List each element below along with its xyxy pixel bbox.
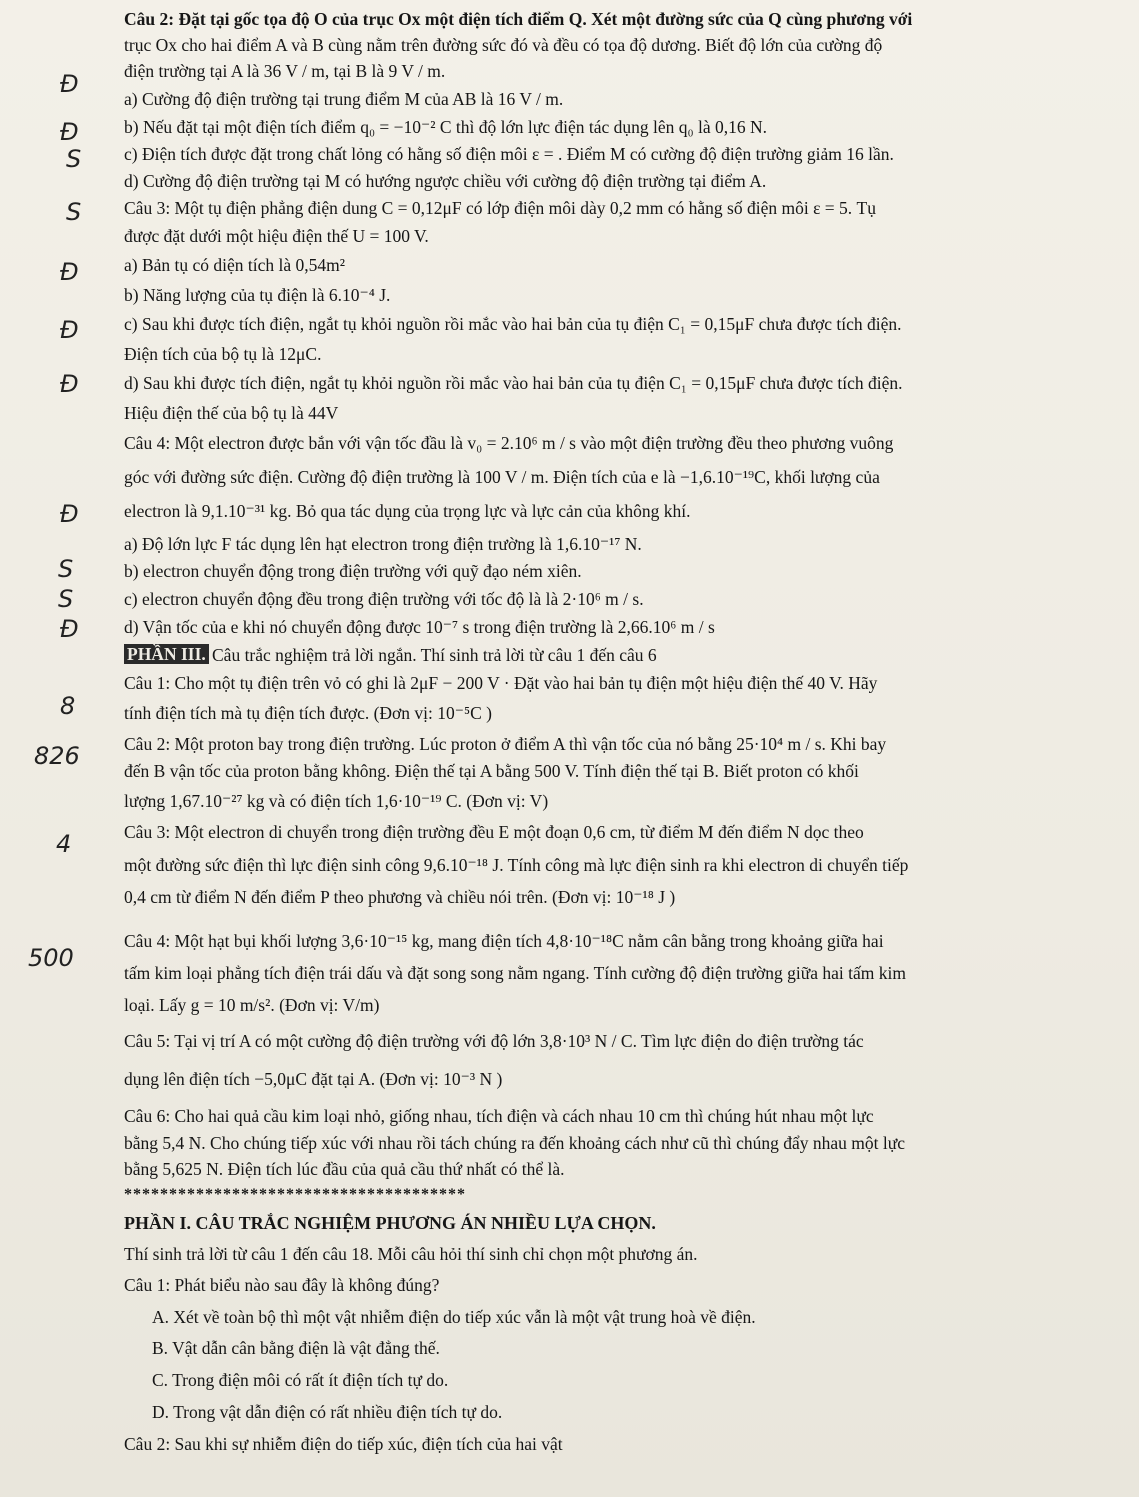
- margin-mark: 4: [56, 830, 72, 858]
- margin-mark: 826: [34, 742, 80, 770]
- text-line: a) Cường độ điện trường tại trung điểm M của AB là 16 V / m.: [124, 89, 564, 109]
- text-line: Câu 1: Cho một tụ điện trên vỏ có ghi là 2μF − 200 V · Đặt vào hai bản tụ điện một hiệu điện thế 40 V. Hãy: [124, 673, 878, 693]
- margin-mark: Đ: [60, 500, 79, 528]
- text-line: B. Vật dẫn cân bằng điện là vật đẳng thế.: [152, 1338, 440, 1358]
- text-line: 0,4 cm từ điểm N đến điểm P theo phương và chiều nói trên. (Đơn vị: 10⁻¹⁸ J ): [124, 887, 676, 907]
- margin-mark: Đ: [60, 316, 79, 344]
- margin-mark: Đ: [60, 370, 79, 398]
- text-line: A. Xét về toàn bộ thì một vật nhiễm điện do tiếp xúc vẫn là một vật trung hoà về điện.: [152, 1307, 756, 1327]
- text-line: c) electron chuyển động đều trong điện trường với tốc độ là là 2·10⁶ m / s.: [124, 589, 644, 609]
- text-line: được đặt dưới một hiệu điện thế U = 100 V.: [124, 226, 429, 246]
- text-line: b) electron chuyển động trong điện trường với quỹ đạo ném xiên.: [124, 561, 582, 581]
- margin-mark: Đ: [60, 615, 79, 643]
- text-line: lượng 1,67.10⁻²⁷ kg và có điện tích 1,6·10⁻¹⁹ C. (Đơn vị: V): [124, 791, 549, 811]
- text-line: C. Trong điện môi có rất ít điện tích tự do.: [152, 1370, 449, 1390]
- text-line: Câu 2: Đặt tại gốc tọa độ O của trục Ox một điện tích điểm Q. Xét một đường sức của Q cùng phương với: [124, 9, 913, 29]
- text-line: Câu 4: Một electron được bắn với vận tốc đầu là v₀ = 2.10⁶ m / s vào một điện trường đều theo phương vuông: [124, 433, 894, 453]
- margin-mark: S: [58, 585, 74, 613]
- margin-mark: S: [66, 145, 82, 173]
- text-line: a) Bản tụ có diện tích là 0,54m²: [124, 255, 346, 275]
- text-line: c) Sau khi được tích điện, ngắt tụ khỏi nguồn rồi mắc vào hai bản của tụ điện C₁ = 0,15μF chưa được tích điện.: [124, 314, 902, 334]
- text-line: Câu 3: Một electron di chuyển trong điện trường đều E một đoạn 0,6 cm, từ điểm M đến điểm N dọc theo: [124, 822, 864, 842]
- text-line: bằng 5,625 N. Điện tích lúc đầu của quả cầu thứ nhất có thể là.: [124, 1159, 565, 1179]
- margin-mark: Đ: [60, 258, 79, 286]
- text-line: trục Ox cho hai điểm A và B cùng nằm trên đường sức đó và đều có tọa độ dương. Biết độ lớn của cường độ: [124, 35, 883, 55]
- text-line: Câu 5: Tại vị trí A có một cường độ điện trường với độ lớn 3,8·10³ N / C. Tìm lực điện do điện trường tác: [124, 1031, 864, 1051]
- text-line: b) Nếu đặt tại một điện tích điểm q₀ = −10⁻² C thì độ lớn lực điện tác dụng lên q₀ là 0,16 N.: [124, 117, 768, 137]
- text-line: electron là 9,1.10⁻³¹ kg. Bỏ qua tác dụng của trọng lực và lực cản của không khí.: [124, 501, 691, 521]
- text-line: góc với đường sức điện. Cường độ điện trường là 100 V / m. Điện tích của e là −1,6.10⁻¹⁹C, khối lượng của: [124, 467, 880, 487]
- text-line: Câu 2: Sau khi sự nhiễm điện do tiếp xúc, điện tích của hai vật: [124, 1434, 563, 1454]
- text-line: dụng lên điện tích −5,0μC đặt tại A. (Đơn vị: 10⁻³ N ): [124, 1069, 503, 1089]
- text-line: D. Trong vật dẫn điện có rất nhiều điện tích tự do.: [152, 1402, 503, 1422]
- margin-mark: Đ: [60, 118, 79, 146]
- text-line: một đường sức điện thì lực điện sinh công 9,6.10⁻¹⁸ J. Tính công mà lực điện sinh ra khi electron di chuyển tiếp: [124, 855, 909, 875]
- text-line: bằng 5,4 N. Cho chúng tiếp xúc với nhau rồi tách chúng ra đến khoảng cách như cũ thì chúng đẩy nhau một lực: [124, 1133, 906, 1153]
- margin-mark: Đ: [60, 70, 79, 98]
- text-line: Câu trắc nghiệm trả lời ngắn. Thí sinh trả lời từ câu 1 đến câu 6: [212, 645, 657, 665]
- text-line: Điện tích của bộ tụ là 12μC.: [124, 344, 322, 364]
- text-line: Hiệu điện thế của bộ tụ là 44V: [124, 403, 339, 423]
- text-line: Câu 6: Cho hai quả cầu kim loại nhỏ, giống nhau, tích điện và cách nhau 10 cm thì chúng hút nhau một lực: [124, 1106, 874, 1126]
- text-line: a) Độ lớn lực F tác dụng lên hạt electron trong điện trường là 1,6.10⁻¹⁷ N.: [124, 534, 642, 554]
- section-1-heading: PHẦN I. CÂU TRẮC NGHIỆM PHƯƠNG ÁN NHIỀU LỰA CHỌN.: [124, 1213, 656, 1233]
- separator-stars: **************************************: [124, 1186, 466, 1203]
- text-line: Câu 4: Một hạt bụi khối lượng 3,6·10⁻¹⁵ kg, mang điện tích 4,8·10⁻¹⁸C nằm cân bằng trong khoảng giữa hai: [124, 931, 884, 951]
- text-line: b) Năng lượng của tụ điện là 6.10⁻⁴ J.: [124, 285, 391, 305]
- margin-mark: S: [66, 198, 82, 226]
- text-line: đến B vận tốc của proton bằng không. Điện thế tại A bằng 500 V. Tính điện thế tại B. Biết proton có khối: [124, 761, 859, 781]
- text-line: điện trường tại A là 36 V / m, tại B là 9 V / m.: [124, 61, 446, 81]
- text-line: Câu 3: Một tụ điện phẳng điện dung C = 0,12μF có lớp điện môi dày 0,2 mm có hằng số điện môi ε = 5. Tụ: [124, 198, 876, 218]
- text-line: Câu 1: Phát biểu nào sau đây là không đúng?: [124, 1275, 440, 1295]
- text-line: d) Cường độ điện trường tại M có hướng ngược chiều với cường độ điện trường tại điểm A.: [124, 171, 767, 191]
- margin-mark: 500: [28, 944, 74, 972]
- text-line: Câu 2: Một proton bay trong điện trường. Lúc proton ở điểm A thì vận tốc của nó bằng 25·10⁴ m / s. Khi bay: [124, 734, 887, 754]
- text-line: d) Vận tốc của e khi nó chuyển động được 10⁻⁷ s trong điện trường là 2,66.10⁶ m / s: [124, 617, 715, 637]
- text-line: c) Điện tích được đặt trong chất lỏng có hằng số điện môi ε = . Điểm M có cường độ điện trường giảm 16 lần.: [124, 144, 894, 164]
- text-line: tính điện tích mà tụ điện tích được. (Đơn vị: 10⁻⁵C ): [124, 703, 492, 723]
- margin-mark: S: [58, 555, 74, 583]
- text-line: Thí sinh trả lời từ câu 1 đến câu 18. Mỗi câu hỏi thí sinh chỉ chọn một phương án.: [124, 1244, 698, 1264]
- section-3-label: [124, 644, 209, 665]
- text-line: d) Sau khi được tích điện, ngắt tụ khỏi nguồn rồi mắc vào hai bản của tụ điện C₁ = 0,15μF chưa được tích điện.: [124, 373, 903, 393]
- text-line: tấm kim loại phẳng tích điện trái dấu và đặt song song nằm ngang. Tính cường độ điện trường giữa hai tấm kim: [124, 963, 906, 983]
- margin-mark: 8: [60, 692, 76, 720]
- section-3-badge: PHẦN III.: [124, 644, 209, 664]
- text-line: loại. Lấy g = 10 m/s². (Đơn vị: V/m): [124, 995, 380, 1015]
